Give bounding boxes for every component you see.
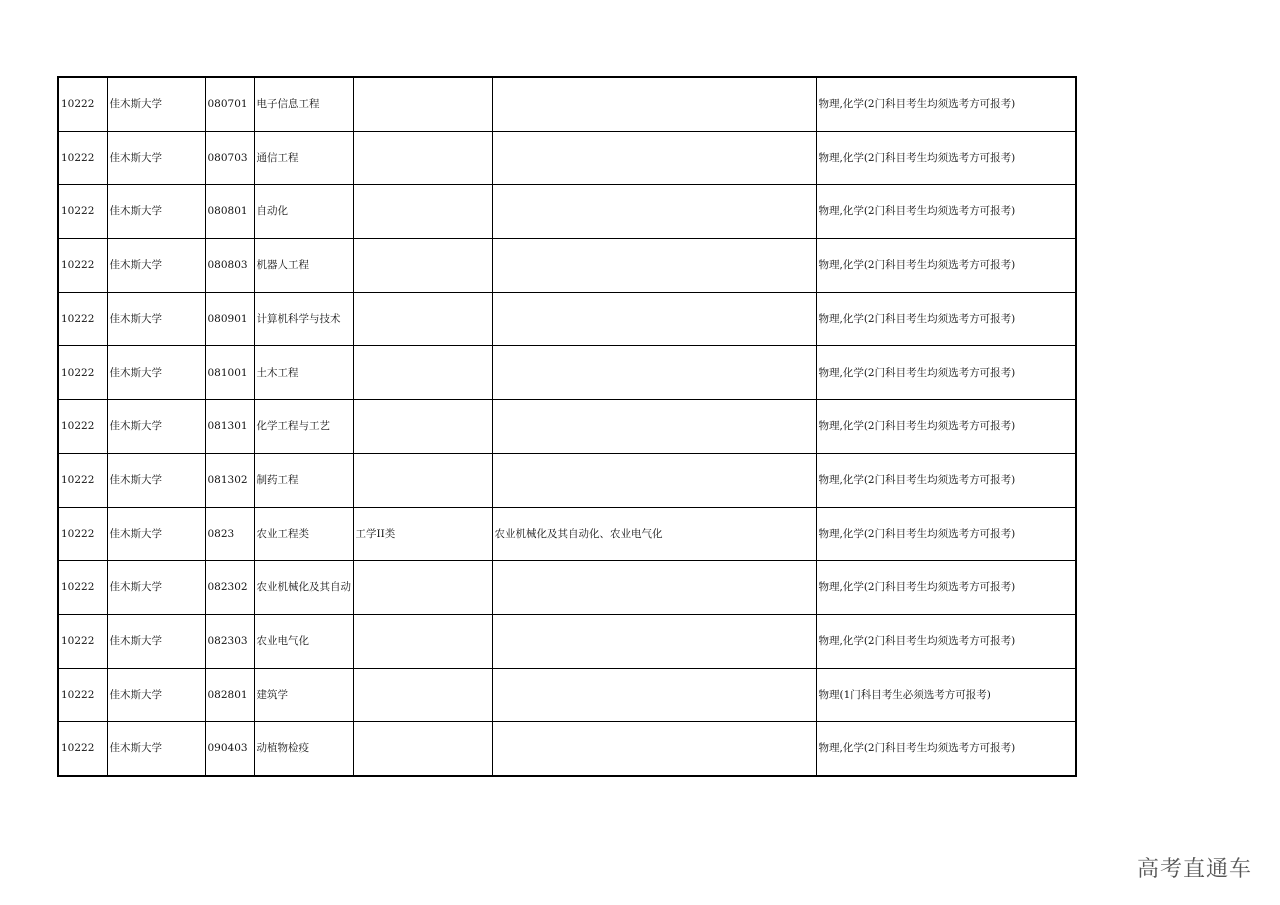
major-code-cell: 090403: [205, 722, 254, 776]
school-code-cell: 10222: [58, 77, 107, 131]
table-row: [58, 507, 1076, 561]
major-code-cell: 081001: [205, 346, 254, 400]
category-cell: [353, 400, 492, 454]
school-code-cell: 10222: [58, 131, 107, 185]
subject-requirement-cell: 物理,化学(2门科目考生均须选考方可报考): [816, 453, 1076, 507]
school-name-cell: 佳木斯大学: [107, 77, 205, 131]
school-name-cell: 佳木斯大学: [107, 292, 205, 346]
table-row: [58, 239, 1076, 293]
included-majors-cell: [492, 668, 816, 722]
subject-requirement-cell: 物理(1门科目考生必须选考方可报考): [816, 668, 1076, 722]
category-cell: [353, 346, 492, 400]
table-row: [58, 722, 1076, 776]
subject-requirement-cell: 物理,化学(2门科目考生均须选考方可报考): [816, 239, 1076, 293]
major-code-cell: 082303: [205, 614, 254, 668]
major-code-cell: 080901: [205, 292, 254, 346]
major-code-cell: 080703: [205, 131, 254, 185]
major-name-cell: 电子信息工程: [254, 77, 353, 131]
subject-requirement-cell: 物理,化学(2门科目考生均须选考方可报考): [816, 346, 1076, 400]
subject-requirement-cell: 物理,化学(2门科目考生均须选考方可报考): [816, 77, 1076, 131]
included-majors-cell: [492, 77, 816, 131]
table-row: [58, 185, 1076, 239]
category-cell: [353, 561, 492, 615]
category-cell: [353, 453, 492, 507]
school-code-cell: 10222: [58, 453, 107, 507]
major-code-cell: 0823: [205, 507, 254, 561]
table-row: [58, 346, 1076, 400]
subject-requirement-cell: 物理,化学(2门科目考生均须选考方可报考): [816, 561, 1076, 615]
included-majors-cell: [492, 292, 816, 346]
school-code-cell: 10222: [58, 614, 107, 668]
major-name-cell: 土木工程: [254, 346, 353, 400]
subject-requirement-cell: 物理,化学(2门科目考生均须选考方可报考): [816, 131, 1076, 185]
major-code-cell: 082302: [205, 561, 254, 615]
school-name-cell: 佳木斯大学: [107, 668, 205, 722]
major-name-cell: 机器人工程: [254, 239, 353, 293]
category-cell: [353, 185, 492, 239]
major-name-cell: 计算机科学与技术: [254, 292, 353, 346]
included-majors-cell: [492, 239, 816, 293]
category-cell: [353, 131, 492, 185]
included-majors-cell: [492, 400, 816, 454]
table-row: [58, 131, 1076, 185]
table-row: [58, 453, 1076, 507]
subject-requirement-cell: 物理,化学(2门科目考生均须选考方可报考): [816, 507, 1076, 561]
major-code-cell: 080701: [205, 77, 254, 131]
subject-requirement-cell: 物理,化学(2门科目考生均须选考方可报考): [816, 722, 1076, 776]
school-name-cell: 佳木斯大学: [107, 131, 205, 185]
major-name-cell: 农业机械化及其自动: [254, 561, 353, 615]
major-code-cell: 080803: [205, 239, 254, 293]
subject-requirement-cell: 物理,化学(2门科目考生均须选考方可报考): [816, 292, 1076, 346]
school-name-cell: 佳木斯大学: [107, 614, 205, 668]
major-name-cell: 自动化: [254, 185, 353, 239]
major-name-cell: 建筑学: [254, 668, 353, 722]
school-code-cell: 10222: [58, 400, 107, 454]
admission-table: [57, 76, 1077, 777]
included-majors-cell: [492, 561, 816, 615]
table-row: [58, 614, 1076, 668]
major-name-cell: 农业电气化: [254, 614, 353, 668]
school-code-cell: 10222: [58, 185, 107, 239]
school-name-cell: 佳木斯大学: [107, 346, 205, 400]
category-cell: [353, 239, 492, 293]
table-row: [58, 668, 1076, 722]
subject-requirement-cell: 物理,化学(2门科目考生均须选考方可报考): [816, 614, 1076, 668]
major-name-cell: 动植物检疫: [254, 722, 353, 776]
school-name-cell: 佳木斯大学: [107, 239, 205, 293]
category-cell: [353, 668, 492, 722]
category-cell: [353, 722, 492, 776]
school-code-cell: 10222: [58, 668, 107, 722]
category-cell: [353, 614, 492, 668]
included-majors-cell: 农业机械化及其自动化、农业电气化: [492, 507, 816, 561]
school-code-cell: 10222: [58, 239, 107, 293]
major-code-cell: 082801: [205, 668, 254, 722]
major-name-cell: 化学工程与工艺: [254, 400, 353, 454]
major-name-cell: 制药工程: [254, 453, 353, 507]
school-name-cell: 佳木斯大学: [107, 722, 205, 776]
major-name-cell: 农业工程类: [254, 507, 353, 561]
included-majors-cell: [492, 722, 816, 776]
school-name-cell: 佳木斯大学: [107, 561, 205, 615]
table-row: [58, 77, 1076, 131]
category-cell: 工学II类: [353, 507, 492, 561]
major-name-cell: 通信工程: [254, 131, 353, 185]
school-name-cell: 佳木斯大学: [107, 507, 205, 561]
subject-requirement-cell: 物理,化学(2门科目考生均须选考方可报考): [816, 185, 1076, 239]
subject-requirement-cell: 物理,化学(2门科目考生均须选考方可报考): [816, 400, 1076, 454]
table-row: [58, 292, 1076, 346]
school-name-cell: 佳木斯大学: [107, 453, 205, 507]
category-cell: [353, 77, 492, 131]
school-code-cell: 10222: [58, 346, 107, 400]
included-majors-cell: [492, 131, 816, 185]
included-majors-cell: [492, 614, 816, 668]
school-name-cell: 佳木斯大学: [107, 400, 205, 454]
category-cell: [353, 292, 492, 346]
school-code-cell: 10222: [58, 507, 107, 561]
school-code-cell: 10222: [58, 292, 107, 346]
major-code-cell: 080801: [205, 185, 254, 239]
table-row: [58, 561, 1076, 615]
table-row: [58, 400, 1076, 454]
included-majors-cell: [492, 185, 816, 239]
school-code-cell: 10222: [58, 722, 107, 776]
major-code-cell: 081302: [205, 453, 254, 507]
included-majors-cell: [492, 346, 816, 400]
included-majors-cell: [492, 453, 816, 507]
watermark-text: 高考直通车: [1136, 857, 1252, 882]
school-code-cell: 10222: [58, 561, 107, 615]
major-code-cell: 081301: [205, 400, 254, 454]
school-name-cell: 佳木斯大学: [107, 185, 205, 239]
